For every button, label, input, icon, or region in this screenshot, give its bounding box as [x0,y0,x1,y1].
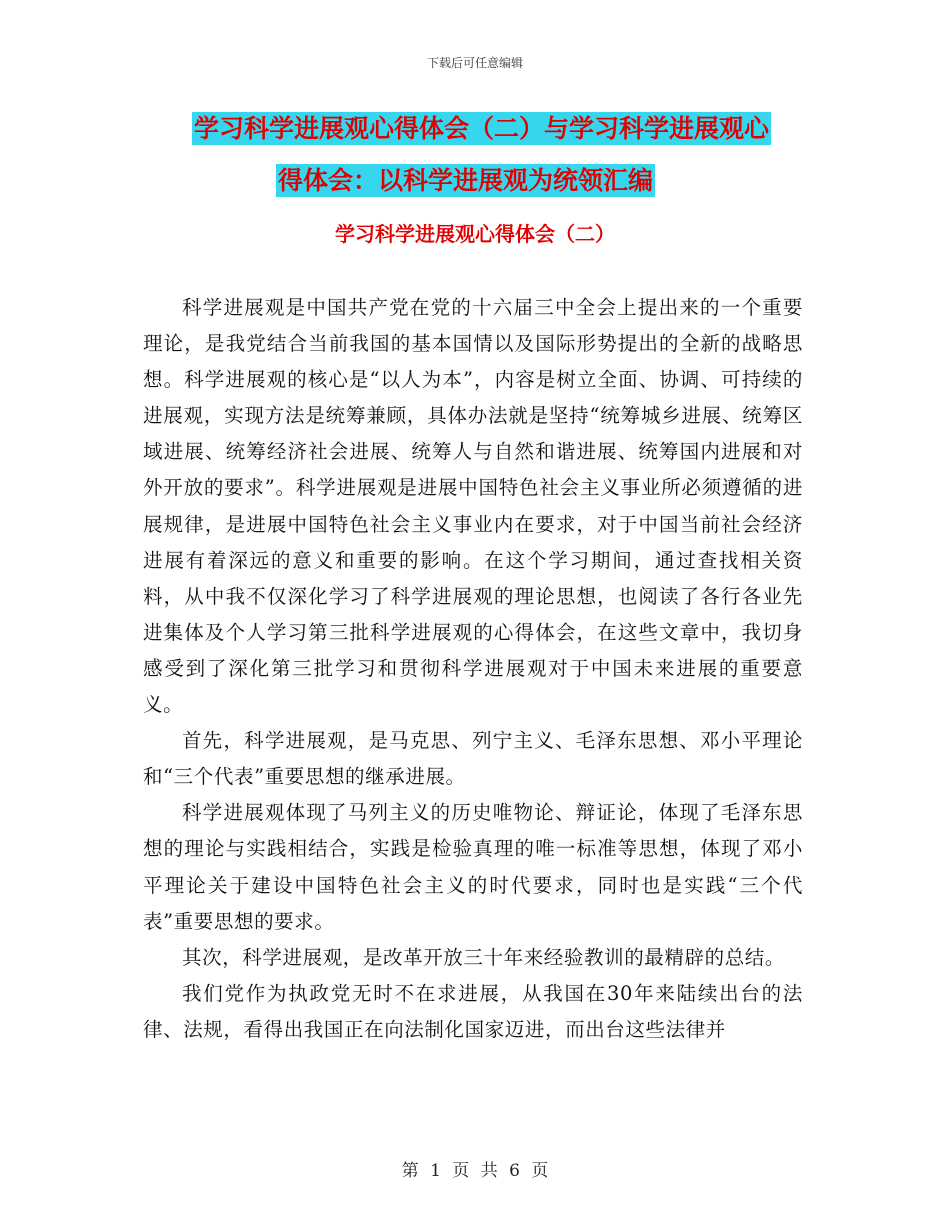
page-footer: 第 1 页 共 6 页 [401,1161,549,1181]
paragraph-1: 科学进展观是中国共产党在党的十六届三中全会上提出来的一个重要理论，是我党结合当前我国的基本国情以及国际形势提出的全新的战略思想。科学进展观的核心是“以人为本”，内容是树立全面、协调、可持续的进展观，实现方法是统筹兼顾，具体办法就是坚持“统筹城乡进展、统筹区域进展、统筹经济社会进展、统筹人与自然和谐进展、统筹国内进展和对外开放的要求”。科学进展观是进展中国特色社会主义事业所必须遵循的进展规律，是进展中国特色社会主义事业内在要求，对于中国当前社会经济进展有着深远的意义和重要的影响。在这个学习期间，通过查找相关资料，从中我不仅深化学习了科学进展观的理论思想，也阅读了各行各业先进集体及个人学习第三批科学进展观的心得体会，在这些文章中，我切身感受到了深化第三批学习和贯彻科学进展观对于中国未来进展的重要意义。 [143,296,803,717]
document-title-line-1 [192,106,812,152]
paragraph-5: 我们党作为执政党无时不在求进展，从我国在30年来陆续出台的法律、法规，看得出我国正在向法制化国家迈进，而出台这些法律并 [143,981,803,1041]
paragraph-4: 其次，科学进展观，是改革开放三十年来经验教训的最精辟的总结。 [182,945,786,969]
paragraph-2: 首先，科学进展观，是马克思、列宁主义、毛泽东思想、邓小平理论和“三个代表”重要思想的继承进展。 [143,729,803,789]
document-title-line-2 [276,158,812,204]
document-title [192,106,812,204]
title-line-1-text: 学习科学进展观心得体会（二）与学习科学进展观心 [194,114,770,143]
paragraph-3: 科学进展观体现了马列主义的历史唯物论、辩证论，体现了毛泽东思想的理论与实践相结合，实践是检验真理的唯一标准等思想，体现了邓小平理论关于建设中国特色社会主义的时代要求，同时也是实践“三个代表”重要思想的要求。 [143,801,803,933]
header-note: 下载后可任意编辑 [426,56,523,70]
section-title: 学习科学进展观心得体会（二） [335,222,615,246]
title-line-2-text: 得体会：以科学进展观为统领汇编 [278,166,654,195]
body-text [143,290,803,1048]
